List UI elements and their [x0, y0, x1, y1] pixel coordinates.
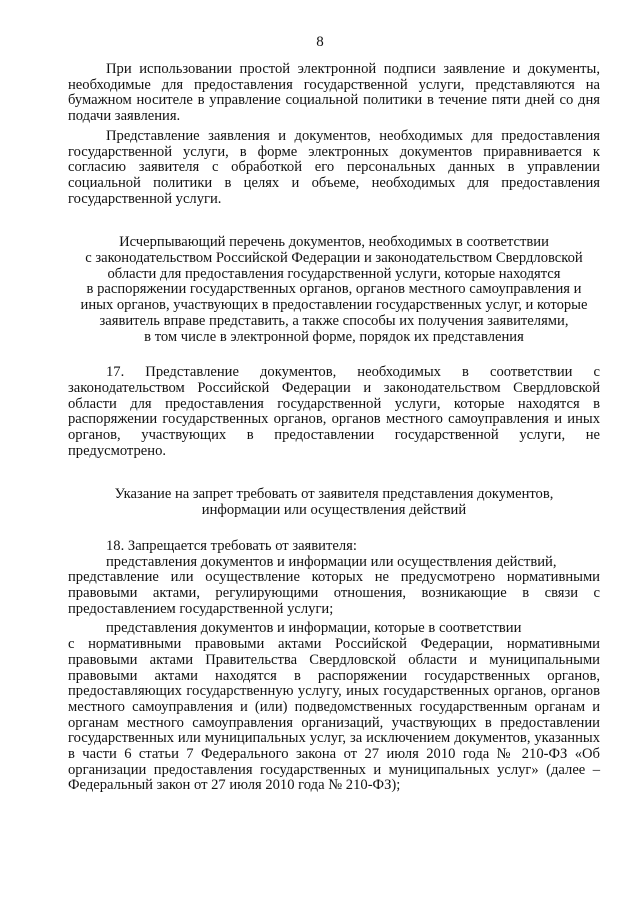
heading-line: заявитель вправе представить, а также способы их получения заявителями,	[99, 312, 569, 329]
heading-line: информации или осуществления действий	[201, 502, 467, 519]
clause-18-item-1-first-line: представления документов и информации или осуществления действий,	[106, 553, 557, 570]
heading-line: с законодательством Российской Федерации и законодательством Свердловской	[85, 250, 583, 267]
heading-line: области для предоставления государственной услуги, которые находятся	[107, 265, 561, 282]
heading-line: в распоряжении государственных органов, органов местного самоуправления и	[86, 281, 582, 298]
heading-line: Исчерпывающий перечень документов, необходимых в соответствии	[119, 234, 549, 251]
heading-line: Указание на запрет требовать от заявителя представления документов,	[114, 486, 554, 503]
heading-line: иных органов, участвующих в предоставлении государственных услуг, и которые	[80, 297, 588, 314]
clause-17: 17. Представление документов, необходимых в соответствии с законодательством Российской Федерации и законодательством Свердловской области для предоставления государственной услуги, которые находятся в распоряжении государственных органов, органов местного самоуправления и иных органов, участвующих в предоставлении государственной услуги, не предусмотрено.	[68, 364, 600, 459]
clause-18-item-1-text: представление или осуществление которых не предусмотрено нормативными правовыми актами, регулирующими отношения, возникающие в связи с предоставлением государственной услуги;	[68, 569, 600, 617]
section-heading-documents-list	[68, 235, 600, 345]
section-heading-prohibition	[68, 487, 600, 518]
clause-18-item-2-text: с нормативными правовыми актами Российской Федерации, нормативными правовыми актами Правительства Свердловской области и муниципальными правовыми актами находятся в распоряжении государственных органов, предоставляющих государственную услугу, иных государственных органов, органов местного самоуправления и (или) подведомственных государственным органам и органам местного самоуправления организаций, участвующих в предоставлении государственных или муниципальных услуг, за исключением документов, указанных в части 6 статьи 7 Федерального закона от 27 июля 2010 года № 210-ФЗ «Об организации предоставления государственных и муниципальных услуг» (далее – Федеральный закон от 27 июля 2010 года № 210-ФЗ);	[68, 636, 600, 794]
heading-line: в том числе в электронной форме, порядок их представления	[144, 328, 524, 345]
paragraph-electronic-signature: При использовании простой электронной подписи заявление и документы, необходимые для предоставления государственной услуги, представляются на бумажном носителе в управление социальной политики в течение пяти дней со дня подачи заявления.	[68, 61, 600, 125]
page-number: 8	[316, 34, 324, 50]
clause-18-item-2-first-line: представления документов и информации, которые в соответствии	[106, 620, 522, 637]
paragraph-electronic-documents: Представление заявления и документов, необходимых для предоставления государственной услуги, в форме электронных документов приравнивается к согласию заявителя с обработкой его персональных данных в управлении социальной политики в целях и объеме, необходимых для предоставления государственной услуги.	[68, 127, 600, 207]
clause-18-intro: 18. Запрещается требовать от заявителя:	[106, 537, 357, 554]
document-body	[68, 62, 600, 794]
